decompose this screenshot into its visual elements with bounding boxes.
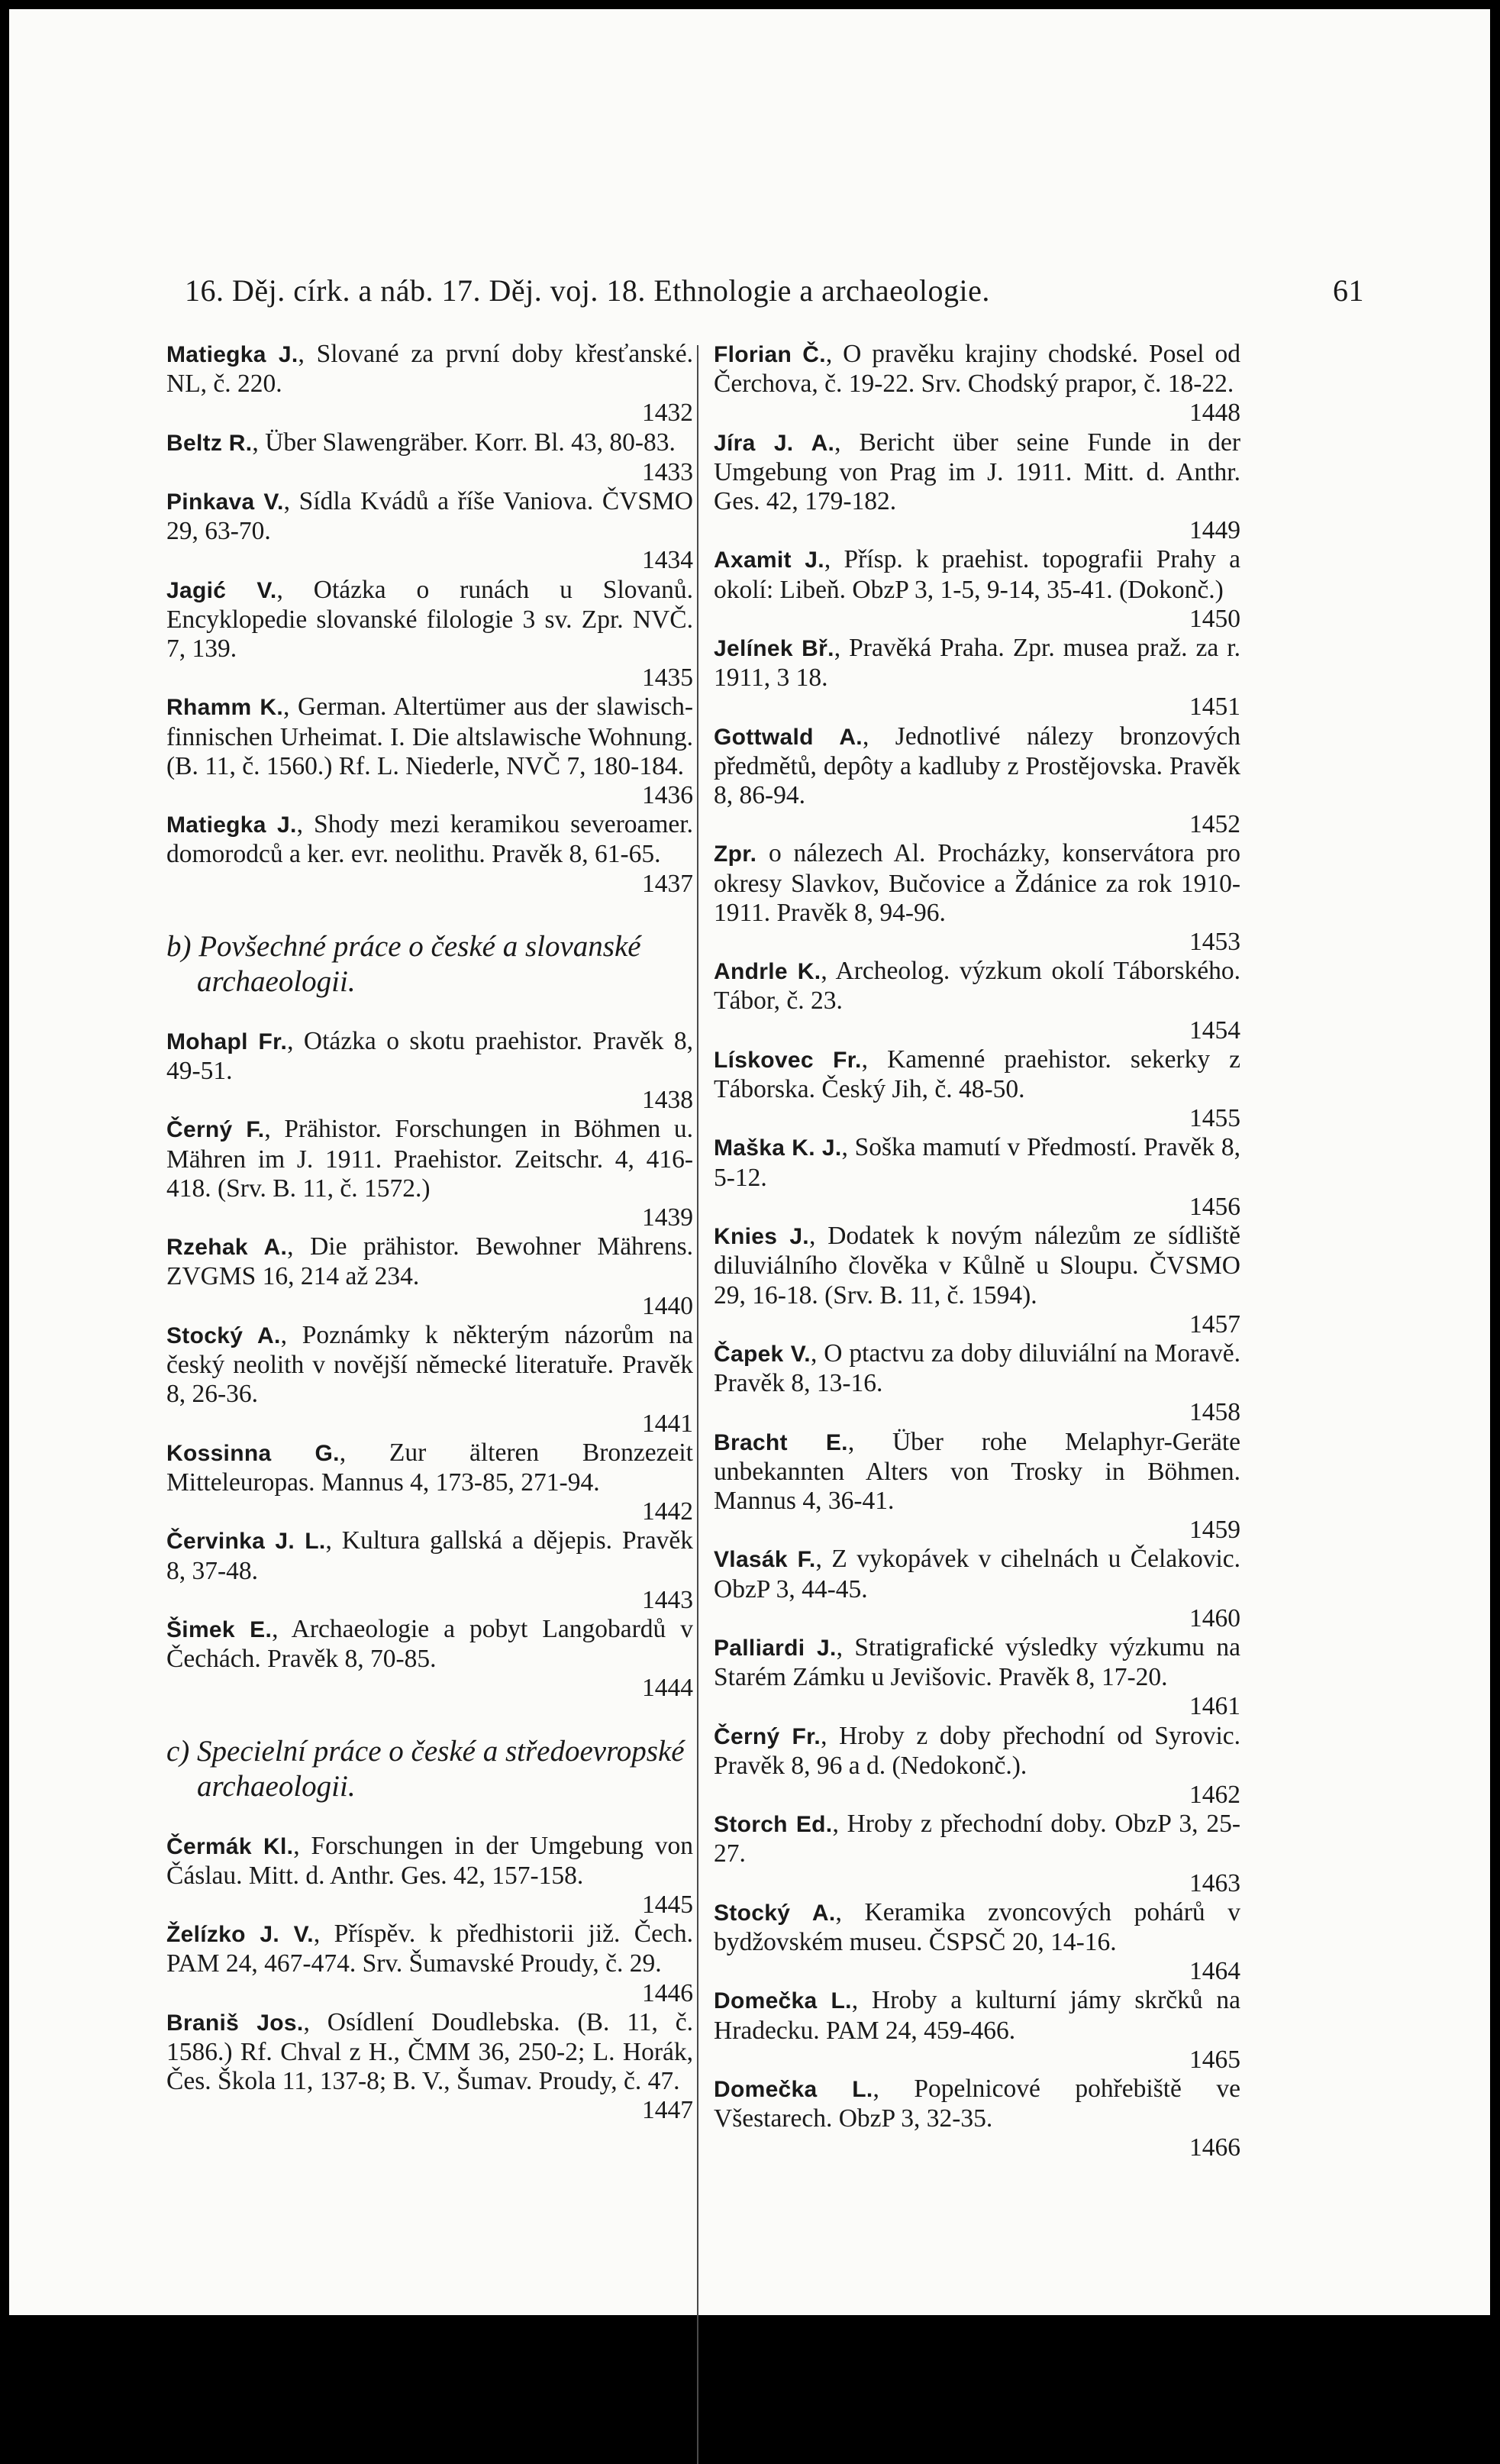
entry-number: 1463 xyxy=(1189,1868,1240,1897)
section-heading-b: b) Povšechné práce o české a slovanské archaeologii. xyxy=(166,929,641,998)
entry-number: 1433 xyxy=(642,457,693,486)
entry-number: 1448 xyxy=(1189,399,1240,428)
entries-right xyxy=(714,340,1240,2163)
entry-text: , Hroby z přechodní doby. ObzP 3, 25-27. xyxy=(714,1810,1240,1868)
entry-author: Bracht E. xyxy=(714,1429,848,1455)
entry-text: , Stratigrafické výsledky výzkumu na Starém Zámku u Jevišovic. Pravěk 8, 17-20. xyxy=(714,1632,1240,1692)
entry-author: Axamit J. xyxy=(714,547,824,573)
bibliography-entry xyxy=(714,340,1240,428)
entry-text: , Poznámky k některým názorům na český neolith v novější německé literatuře. Pravěk 8, 26-36. xyxy=(166,1320,693,1409)
page-number: 61 xyxy=(1333,273,1364,308)
entries-section-a xyxy=(166,340,693,899)
entry-author: Stocký A. xyxy=(714,1900,836,1926)
entry-author: Rhamm K. xyxy=(166,695,284,721)
entry-author: Rzehak A. xyxy=(166,1235,288,1261)
entry-number: 1432 xyxy=(642,399,693,428)
entry-text: , Über rohe Melaphyr-Geräte unbekannten Alters von Trosky in Böhmen. Mannus 4, 36-41. xyxy=(714,1427,1240,1515)
bibliography-entry xyxy=(714,1633,1240,1722)
entry-author: Zpr. xyxy=(714,841,757,867)
entry-number: 1443 xyxy=(642,1585,693,1614)
entry-author: Kossinna G. xyxy=(166,1440,340,1466)
entry-text: , Forschungen in der Umgebung von Čáslau. Mitt. d. Anthr. Ges. 42, 157-158. xyxy=(166,1831,693,1890)
entry-author: Storch Ed. xyxy=(714,1812,833,1838)
bibliography-entry xyxy=(714,2075,1240,2163)
entry-author: Matiegka J. xyxy=(166,342,298,367)
entry-text: , Kamenné praehistor. sekerky z Táborska. Český Jih, č. 48-50. xyxy=(714,1045,1240,1104)
entry-author: Černý Fr. xyxy=(714,1723,821,1749)
entry-text: , Slované za první doby křesťanské. NL, č. 220. xyxy=(166,340,693,399)
entry-text: , Z vykopávek v cihelnách u Čelakovic. ObzP 3, 44-45. xyxy=(714,1545,1240,1603)
entry-author: Šimek E. xyxy=(166,1616,273,1642)
entry-author: Matiegka J. xyxy=(166,812,297,838)
entry-author: Jelínek Bř. xyxy=(714,636,834,662)
entry-number: 1466 xyxy=(1189,2133,1240,2162)
entry-text: , Dodatek k novým nálezům ze sídliště diluviálního člověka v Kůlně u Sloupu. ČVSMO 29, 16-18. (Srv. B. 11, č. 1594). xyxy=(714,1222,1240,1310)
entry-text: , Popelnicové pohřebiště ve Všestarech. ObzP 3, 32-35. xyxy=(714,2074,1240,2133)
entry-number: 1459 xyxy=(1189,1516,1240,1545)
entry-text: , Osídlení Doudlebska. (B. 11, č. 1586.) Rf. Chval z H., ČMM 36, 250-2; L. Horák, Čes. Škola 11, 137-8; B. V., Šumav. Proudy, č. 47. xyxy=(166,2007,693,2096)
right-column xyxy=(714,340,1240,2163)
bibliography-entry xyxy=(714,1222,1240,1339)
left-column xyxy=(166,340,693,2126)
entry-number: 1464 xyxy=(1189,1957,1240,1986)
entry-author: Mohapl Fr. xyxy=(166,1029,288,1054)
entry-author: Knies J. xyxy=(714,1224,809,1250)
entry-text: , Zur älteren Bronzezeit Mitteleuropas. Mannus 4, 173-85, 271-94. xyxy=(166,1438,693,1497)
entry-author: Pinkava V. xyxy=(166,489,284,515)
entry-text: , Shody mezi keramikou severoamer. domorodců a ker. evr. neolithu. Pravěk 8, 61-65. xyxy=(166,810,693,869)
bibliography-entry xyxy=(714,1339,1240,1428)
entry-number: 1439 xyxy=(642,1203,693,1232)
bibliography-entry xyxy=(714,1810,1240,1898)
section-heading-c: c) Specielní práce o české a středoevropské archaeologii. xyxy=(166,1734,685,1803)
entry-text: , Otázka o runách u Slovanů. Encyklopedie slovanské filologie 3 sv. Zpr. NVČ. 7, 139. xyxy=(166,575,693,664)
entry-number: 1454 xyxy=(1189,1016,1240,1045)
entry-author: Domečka L. xyxy=(714,1988,852,2014)
entry-text: , Über Slawengräber. Korr. Bl. 43, 80-83. xyxy=(252,428,676,457)
bibliography-entry xyxy=(714,1898,1240,1987)
entry-author: Jagić V. xyxy=(166,577,277,603)
bibliography-entry xyxy=(714,1986,1240,2075)
running-header xyxy=(185,273,1364,308)
entry-author: Želízko J. V. xyxy=(166,1922,314,1948)
entry-author: Vlasák F. xyxy=(714,1547,816,1573)
entry-author: Domečka L. xyxy=(714,2076,873,2102)
entry-author: Čapek V. xyxy=(714,1341,811,1367)
entry-text: , Archeolog. výzkum okolí Táborského. Tábor, č. 23. xyxy=(714,957,1241,1016)
entry-text: , Otázka o skotu praehistor. Pravěk 8, 49-51. xyxy=(166,1026,693,1086)
entry-number: 1461 xyxy=(1189,1692,1240,1721)
entries-section-b xyxy=(166,1027,693,1703)
entry-author: Jíra J. A. xyxy=(714,430,835,456)
entry-text: , O pravěku krajiny chodské. Posel od Čerchova, č. 19-22. Srv. Chodský prapor, č. 18-22. xyxy=(714,340,1240,399)
entry-text: , Pravěká Praha. Zpr. musea praž. za r. 1911, 3 18. xyxy=(714,634,1240,693)
bibliography-entry xyxy=(166,428,693,487)
bibliography-entry xyxy=(166,1439,693,1527)
entry-number: 1446 xyxy=(642,1978,693,2007)
entry-number: 1458 xyxy=(1189,1398,1240,1427)
bibliography-entry xyxy=(166,2008,693,2126)
column-divider xyxy=(697,345,698,2464)
entry-text: , Die prähistor. Bewohner Mährens. ZVGMS 16, 214 až 234. xyxy=(166,1232,693,1291)
header-title: 16. Děj. círk. a náb. 17. Děj. voj. 18. Ethnologie a archaeologie. xyxy=(185,273,990,308)
entry-author: Čermák Kl. xyxy=(166,1833,294,1859)
entry-text: , Keramika zvoncových pohárů v bydžovském museu. ČSPSČ 20, 14-16. xyxy=(714,1897,1240,1956)
bibliography-entry xyxy=(166,1832,693,1920)
entry-text: , Hroby a kulturní jámy skrčků na Hradecku. PAM 24, 459-466. xyxy=(714,1986,1240,2045)
bibliography-entry xyxy=(714,957,1240,1045)
entry-text: , Prähistor. Forschungen in Böhmen u. Mähren im J. 1911. Praehistor. Zeitschr. 4, 416-418. (Srv. B. 11, č. 1572.) xyxy=(166,1115,693,1203)
entry-number: 1434 xyxy=(642,546,693,575)
entry-number: 1453 xyxy=(1189,928,1240,957)
entry-number: 1447 xyxy=(642,2096,693,2125)
entry-text: , Archaeologie a pobyt Langobardů v Čechách. Pravěk 8, 70-85. xyxy=(166,1614,694,1674)
entry-text: , Soška mamutí v Předmostí. Pravěk 8, 5-12. xyxy=(714,1133,1240,1192)
bibliography-entry xyxy=(714,1545,1240,1633)
entry-number: 1456 xyxy=(1189,1192,1240,1221)
entry-number: 1465 xyxy=(1189,2045,1240,2074)
entry-number: 1435 xyxy=(642,664,693,693)
entries-section-c xyxy=(166,1832,693,2126)
entry-number: 1436 xyxy=(642,781,693,810)
entry-number: 1449 xyxy=(1189,516,1240,545)
entry-number: 1450 xyxy=(1189,604,1240,633)
entry-number: 1442 xyxy=(642,1497,693,1526)
entry-number: 1452 xyxy=(1189,810,1240,839)
entry-text: , Kultura gallská a dějepis. Pravěk 8, 37-48. xyxy=(166,1526,693,1585)
bibliography-entry xyxy=(166,1115,693,1232)
bibliography-entry xyxy=(714,545,1240,634)
bibliography-entry xyxy=(714,1428,1240,1545)
entry-number: 1440 xyxy=(642,1291,693,1320)
bibliography-entry xyxy=(166,1615,693,1703)
bibliography-entry xyxy=(166,1232,693,1321)
entry-author: Gottwald A. xyxy=(714,724,863,750)
entry-author: Braniš Jos. xyxy=(166,2010,304,2036)
entry-number: 1445 xyxy=(642,1890,693,1919)
bibliography-entry xyxy=(714,634,1240,722)
entry-number: 1451 xyxy=(1189,693,1240,722)
entry-author: Stocký A. xyxy=(166,1322,281,1348)
entry-number: 1444 xyxy=(642,1674,693,1703)
entry-number: 1438 xyxy=(642,1086,693,1115)
entry-number: 1460 xyxy=(1189,1603,1240,1632)
bibliography-entry xyxy=(166,693,693,810)
entry-text: , Jednotlivé nálezy bronzových předmětů, depôty a kadluby z Prostějovska. Pravěk 8, 86-94. xyxy=(714,722,1241,810)
entry-author: Beltz R. xyxy=(166,430,253,456)
bibliography-entry xyxy=(166,340,693,428)
entry-number: 1462 xyxy=(1189,1780,1240,1809)
entry-number: 1457 xyxy=(1189,1310,1240,1339)
entry-text: , Bericht über seine Funde in der Umgebung von Prag im J. 1911. Mitt. d. Anthr. Ges. 42, 179-182. xyxy=(714,428,1240,516)
entry-text: , Sídla Kvádů a říše Vaniova. ČVSMO 29, 63-70. xyxy=(166,487,693,546)
bibliography-entry xyxy=(166,487,693,576)
entry-author: Maška K. J. xyxy=(714,1135,842,1161)
entry-author: Palliardi J. xyxy=(714,1635,837,1661)
bibliography-entry xyxy=(166,1027,693,1116)
bibliography-entry xyxy=(166,576,693,693)
entry-text: , Příspěv. k předhistorii již. Čech. PAM 24, 467-474. Srv. Šumavské Proudy, č. 29. xyxy=(166,1920,693,1978)
entry-number: 1437 xyxy=(642,869,693,898)
entry-author: Lískovec Fr. xyxy=(714,1047,862,1073)
entry-text: o nálezech Al. Procházky, konservátora pro okresy Slavkov, Bučovice a Ždánice za rok 1910-1911. Pravěk 8, 94-96. xyxy=(714,839,1240,927)
bibliography-entry xyxy=(166,810,693,899)
bibliography-entry xyxy=(714,428,1240,546)
entry-text: , Hroby z doby přechodní od Syrovic. Pravěk 8, 96 a d. (Nedokonč.). xyxy=(714,1721,1241,1780)
bibliography-entry xyxy=(714,1045,1240,1134)
bibliography-entry xyxy=(714,722,1240,840)
bibliography-entry xyxy=(714,839,1240,957)
bibliography-entry xyxy=(714,1722,1240,1810)
entry-author: Červinka J. L. xyxy=(166,1529,326,1555)
bibliography-entry xyxy=(714,1133,1240,1222)
bibliography-entry xyxy=(166,1321,693,1439)
entry-author: Andrle K. xyxy=(714,959,821,985)
entry-author: Černý F. xyxy=(166,1117,265,1143)
entry-author: Florian Č. xyxy=(714,342,826,367)
entry-text: , O ptactvu za doby diluviální na Moravě. Pravěk 8, 13-16. xyxy=(714,1339,1240,1398)
entry-number: 1455 xyxy=(1189,1104,1240,1133)
bibliography-entry xyxy=(166,1920,693,2008)
entry-text: , German. Altertümer aus der slawisch-finnischen Urheimat. I. Die altslawische Wohnung. (B. 11, č. 1560.) Rf. L. Niederle, NVČ 7, 180-184. xyxy=(166,693,693,780)
entry-number: 1441 xyxy=(642,1409,693,1438)
bibliography-entry xyxy=(166,1526,693,1615)
entry-text: , Přísp. k praehist. topografii Prahy a okolí: Libeň. ObzP 3, 1-5, 9-14, 35-41. (Dokonč.) xyxy=(714,545,1240,604)
